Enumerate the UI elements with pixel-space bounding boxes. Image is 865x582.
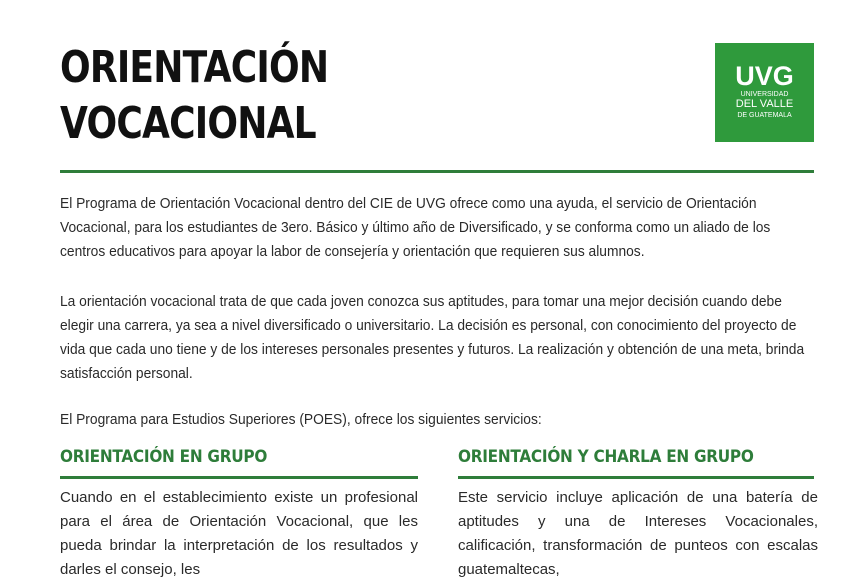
page-title — [60, 40, 328, 152]
section-divider-right — [458, 476, 814, 479]
section-title-orientation-talk: ORIENTACIÓN Y CHARLA EN GRUPO — [458, 447, 754, 467]
title-line-2: VOCACIONAL — [60, 98, 316, 149]
intro-paragraph: El Programa de Orientación Vocacional dentro del CIE de UVG ofrece como una ayuda, el servicio de Orientación Vocacional, para los estudiantes de 3ero. Básico y último año de Diversificado, y se conforma como un aliado de los centros educativos para apoyar la labor de consejería y orientación que requieren sus alumnos. — [60, 195, 771, 260]
section-title-group-orientation: ORIENTACIÓN EN GRUPO — [60, 447, 268, 467]
logo-line-1: UNIVERSIDAD — [740, 91, 789, 98]
logo-abbr: UVG — [735, 61, 794, 91]
header-divider — [60, 170, 814, 173]
services-intro: El Programa para Estudios Superiores (POES), ofrece los siguientes servicios: — [60, 411, 542, 428]
section-divider-left — [60, 476, 418, 479]
logo-line-2: DEL VALLE — [735, 98, 794, 110]
title-line-1: ORIENTACIÓN — [60, 42, 329, 93]
uvg-logo — [715, 43, 814, 142]
logo-line-3: DE GUATEMALA — [737, 112, 792, 119]
section-text-orientation-talk: Este servicio incluye aplicación de una batería de aptitudes y una de Intereses Vocacionales, calificación, transformación de punteos con escalas guatemaltecas, — [458, 489, 818, 578]
section-text-group-orientation: Cuando en el establecimiento existe un profesional para el área de Orientación Vocacional, que les pueda brindar la interpretación de los resultados y darles el consejo, les — [60, 489, 418, 578]
orientation-paragraph: La orientación vocacional trata de que cada joven conozca sus aptitudes, para tomar una mejor decisión cuando debe elegir una carrera, ya sea a nivel diversificado o universitario. La decisión es personal, con conocimiento del proyecto de vida que cada uno tiene y de los intereses personales presentes y futuros. La realización y obtención de una meta, brinda satisfacción personal. — [60, 293, 805, 382]
